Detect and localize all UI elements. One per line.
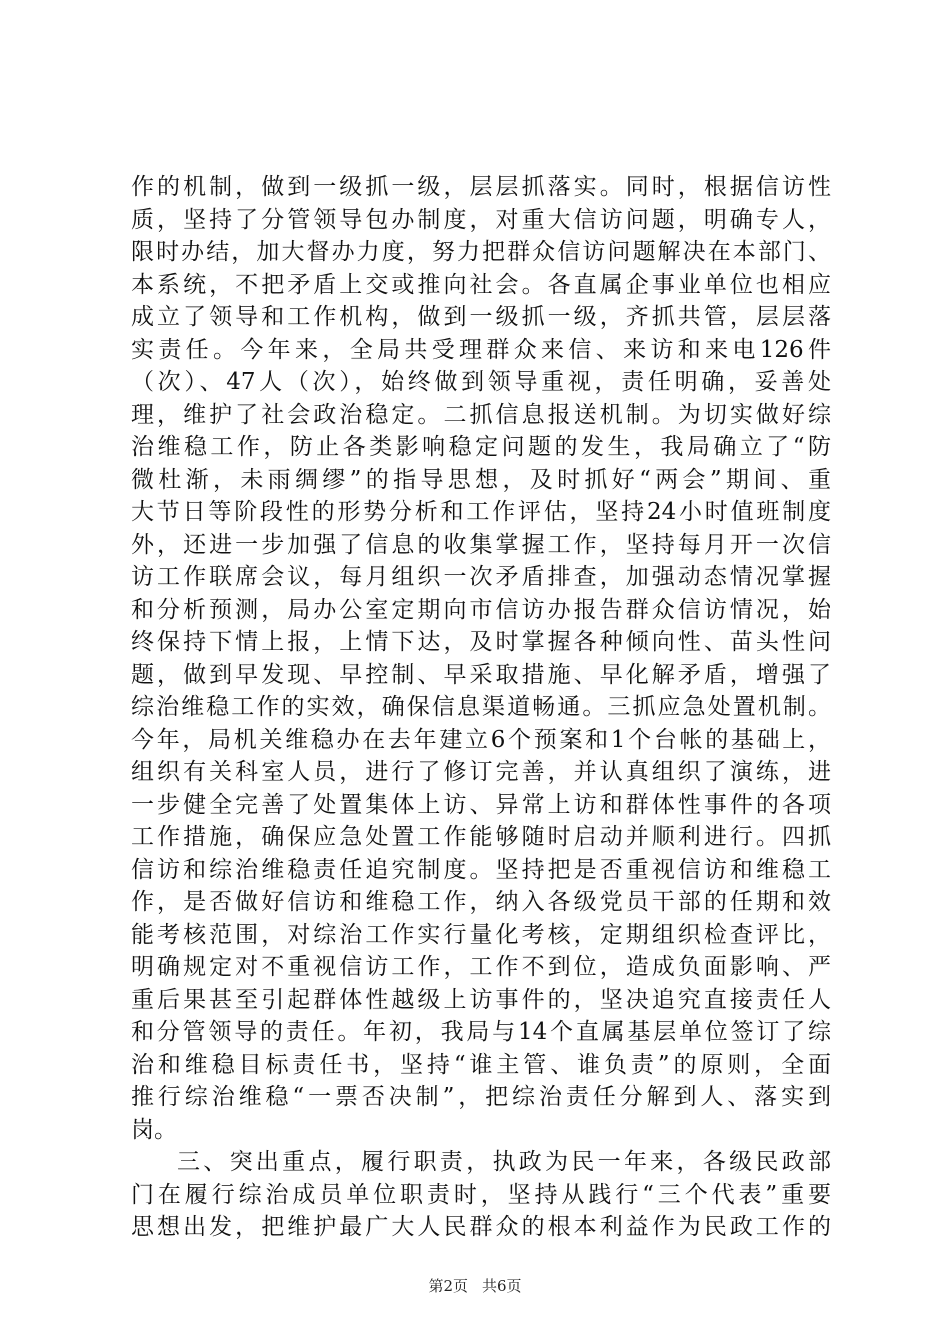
text-line: 题，做到早发现、早控制、早采取措施、早化解矛盾，增强了 — [131, 661, 831, 688]
text-line: 和分管领导的责任。年初，我局与14个直属基层单位签订了综 — [131, 1019, 831, 1045]
text-line: 推行综治维稳“一票否决制”，把综治责任分解到人、落实到 — [131, 1084, 831, 1110]
page-total: 共6页 — [482, 1277, 522, 1295]
text-line: 治维稳工作，防止各类影响稳定问题的发生，我局确立了“防 — [131, 434, 831, 460]
text-line: （次）、47人（次），始终做到领导重视，责任明确，妥善处 — [131, 369, 831, 395]
text-line: 本系统，不把矛盾上交或推向社会。各直属企事业单位也相应 — [131, 271, 831, 298]
text-line: 访工作联席会议，每月组织一次矛盾排查，加强动态情况掌握 — [131, 564, 831, 590]
page-number: 第2页 — [428, 1277, 468, 1295]
text-line: 外，还进一步加强了信息的收集掌握工作，坚持每月开一次信 — [131, 531, 831, 558]
text-line: 工作措施，确保应急处置工作能够随时启动并顺利进行。四抓 — [131, 824, 831, 850]
text-line: 能考核范围，对综治工作实行量化考核，定期组织检查评比， — [131, 921, 831, 948]
text-line: 治和维稳目标责任书，坚持“谁主管、谁负责”的原则，全面 — [131, 1051, 831, 1078]
text-line: 今年，局机关维稳办在去年建立6个预案和1个台帐的基础上， — [131, 726, 831, 753]
text-line: 终保持下情上报，上情下达，及时掌握各种倾向性、苗头性问 — [131, 629, 831, 655]
text-line: 实责任。今年来，全局共受理群众来信、来访和来电126件 — [131, 336, 831, 363]
text-line: 明确规定对不重视信访工作，工作不到位，造成负面影响、严 — [131, 954, 831, 980]
text-line: 质，坚持了分管领导包办制度，对重大信访问题，明确专人， — [131, 206, 831, 233]
body-text — [131, 171, 831, 1244]
text-line: 信访和综治维稳责任追究制度。坚持把是否重视信访和维稳工 — [131, 856, 831, 883]
text-line: 理，维护了社会政治稳定。二抓信息报送机制。为切实做好综 — [131, 401, 831, 428]
text-line: 思想出发，把维护最广大人民群众的根本利益作为民政工作的 — [131, 1214, 831, 1240]
text-line: 一步健全完善了处置集体上访、异常上访和群体性事件的各项 — [131, 791, 831, 818]
text-line: 成立了领导和工作机构，做到一级抓一级，齐抓共管，层层落 — [131, 304, 831, 330]
text-line: 三、突出重点，履行职责，执政为民一年来，各级民政部 — [177, 1149, 831, 1175]
text-line: 作的机制，做到一级抓一级，层层抓落实。同时，根据信访性 — [131, 174, 831, 200]
text-line: 微杜渐，未雨绸缪”的指导思想，及时抓好“两会”期间、重 — [131, 466, 831, 493]
text-line: 门在履行综治成员单位职责时，坚持从践行“三个代表”重要 — [131, 1181, 831, 1208]
text-line: 作，是否做好信访和维稳工作，纳入各级党员干部的任期和效 — [131, 889, 831, 915]
text-line: 重后果甚至引起群体性越级上访事件的，坚决追究直接责任人 — [131, 986, 831, 1013]
text-line: 综治维稳工作的实效，确保信息渠道畅通。三抓应急处置机制。 — [131, 694, 831, 720]
text-line: 岗。 — [131, 1116, 177, 1143]
text-line: 限时办结，加大督办力度，努力把群众信访问题解决在本部门、 — [131, 239, 831, 265]
page-footer — [0, 1276, 950, 1296]
text-line: 和分析预测，局办公室定期向市信访办报告群众信访情况，始 — [131, 596, 831, 623]
text-line: 组织有关科室人员，进行了修订完善，并认真组织了演练，进 — [131, 759, 831, 785]
text-line: 大节日等阶段性的形势分析和工作评估，坚持24小时值班制度 — [131, 499, 831, 525]
